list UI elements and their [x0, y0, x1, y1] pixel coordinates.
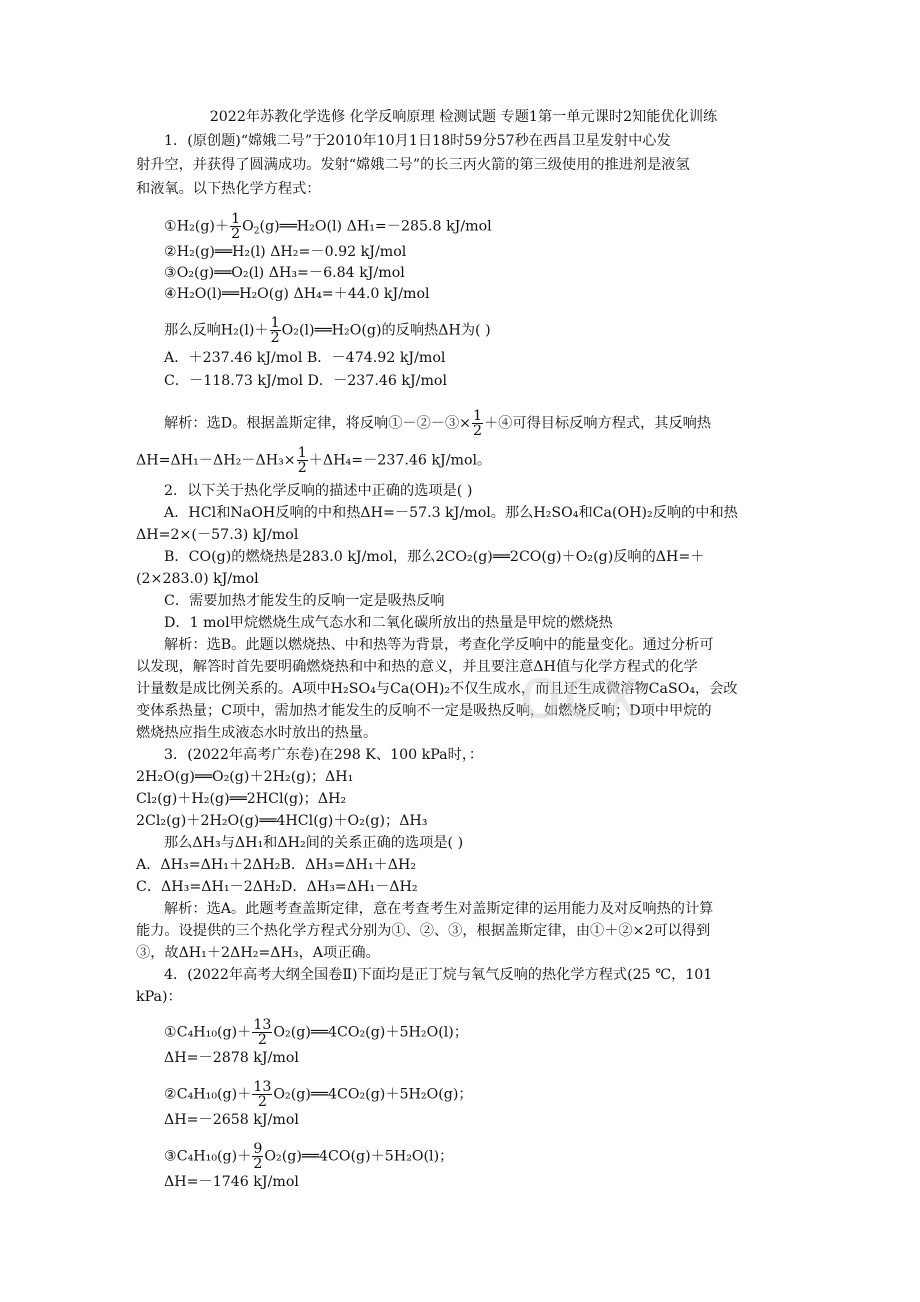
q2-line: ΔH=2×(－57.3) kJ/mol: [136, 527, 299, 543]
q3-line: 2H₂O(g)══O₂(g)＋2H₂(g)；ΔH₁: [136, 769, 354, 785]
q4-equation-3: ③C₄H₁₀(g)＋ $\frac{9}{2}$ O₂(g)══4CO(g)＋5H₂O(l)；: [164, 1141, 454, 1172]
doc-title: 2022年苏教化学选修 化学反响原理 检测试题 专题1第一单元课时2知能优化训练: [209, 109, 718, 125]
q1-line1: 1．(原创题)“嫦娥二号”于2010年10月1日18时59分57秒在西昌卫星发射中心发: [164, 133, 671, 149]
fraction-9-over-2: $\frac{9}{2}$: [253, 1141, 263, 1172]
fraction-half: $\frac{1}{2}$: [231, 211, 241, 242]
fraction-13-over-2: $\frac{13}{2}$: [253, 1017, 272, 1048]
q4-equation-1: ①C₄H₁₀(g)＋ $\frac{13}{2}$ O₂(g)══4CO₂(g)＋5H₂O(l)；: [164, 1017, 469, 1048]
q1-equation-2: ②H₂(g)══H₂(l) ΔH₂=－0.92 kJ/mol: [164, 244, 407, 260]
q2-line: (2×283.0) kJ/mol: [136, 571, 259, 587]
q1-solution-1: 解析：选D。根据盖斯定律，将反响①－②－③× $\frac{1}{2}$ ＋④可得目标反响方程式，其反响热: [164, 408, 712, 439]
q4-dh-1: ΔH=－2878 kJ/mol: [164, 1050, 299, 1066]
q3-line: 解析：选A。此题考查盖斯定律，意在考查考生对盖斯定律的运用能力及对反响热的计算: [164, 901, 714, 917]
q1-line2: 射升空，并获得了圆满成功。发射“嫦娥二号”的长三丙火箭的第三级使用的推进剂是液氢: [136, 157, 690, 173]
q1-equation-3: ③O₂(g)══O₂(l) ΔH₃=－6.84 kJ/mol: [164, 265, 405, 281]
q2-line: D．1 mol甲烷燃烧生成气态水和二氧化碳所放出的热量是甲烷的燃烧热: [164, 615, 613, 631]
q3-line: A．ΔH₃=ΔH₁＋2ΔH₂B．ΔH₃=ΔH₁＋ΔH₂: [136, 857, 417, 873]
q2-line: B．CO(g)的燃烧热是283.0 kJ/mol，那么2CO₂(g)══2CO(g)＋O₂(g)反响的ΔH=＋: [164, 549, 705, 565]
q3-line: 能力。设提供的三个热化学方程式分别为①、②、③，根据盖斯定律，由①＋②×2可以得到: [136, 923, 711, 939]
eq1-lead: ①H₂(g)＋: [164, 218, 230, 235]
q1-solution-2: ΔH=ΔH₁－ΔH₂－ΔH₃× $\frac{1}{2}$ ＋ΔH₄=－237.46 kJ/mol。: [136, 445, 492, 476]
eq1-rest: (g)══H₂O(l) ΔH₁=－285.8 kJ/mol: [259, 218, 492, 235]
q2-line: 燃烧热应指生成液态水时放出的热量。: [136, 725, 378, 741]
q3-line: 3．(2022年高考广东卷)在298 K、100 kPa时，：: [164, 747, 484, 763]
q4-equation-2: ②C₄H₁₀(g)＋ $\frac{13}{2}$ O₂(g)══4CO₂(g)＋5H₂O(g)；: [164, 1079, 473, 1110]
q3-line: C．ΔH₃=ΔH₁－2ΔH₂D．ΔH₃=ΔH₁－ΔH₂: [136, 879, 418, 895]
q4-dh-3: ΔH=－1746 kJ/mol: [164, 1174, 299, 1190]
q2-line: 解析：选B。此题以燃烧热、中和热等为背景，考查化学反响中的能量变化。通过分析可: [164, 637, 714, 653]
fraction-13-over-2: $\frac{13}{2}$: [253, 1079, 272, 1110]
fraction-half: $\frac{1}{2}$: [297, 445, 307, 476]
q2-line: 变体系热量；C项中，需加热才能发生的反响不一定是吸热反响，如燃烧反响；D项中甲烷的: [136, 703, 712, 719]
fraction-half: $\frac{1}{2}$: [270, 315, 280, 346]
q2-line: C．需要加热才能发生的反响一定是吸热反响: [164, 593, 445, 609]
q1-options-cd: C．－118.73 kJ/mol D．－237.46 kJ/mol: [164, 373, 447, 389]
q4-line2: kPa)：: [136, 989, 182, 1005]
q1-question: 那么反响H₂(l)＋ $\frac{1}{2}$ O₂(l)══H₂O(g)的反响热ΔH为( ): [164, 315, 491, 346]
q1-equation-1: ①H₂(g)＋ $\frac{1}{2}$ $O_2(g)══H_2O(l)$ ΔH₁=－285.8 kJ/mol: [164, 211, 492, 242]
watermark: ocx: [520, 651, 642, 734]
q2-line: 以发现，解答时首先要明确燃烧热和中和热的意义，并且要注意ΔH值与化学方程式的化学: [136, 659, 698, 675]
q2-line: A．HCl和NaOH反响的中和热ΔH=－57.3 kJ/mol。那么H₂SO₄和Ca(OH)₂反响的中和热: [164, 505, 738, 521]
fraction-half: $\frac{1}{2}$: [473, 408, 483, 439]
q3-line: Cl₂(g)＋H₂(g)══2HCl(g)；ΔH₂: [136, 791, 347, 807]
q2-line: 2．以下关于热化学反响的描述中正确的选项是( ): [164, 483, 473, 499]
q4-dh-2: ΔH=－2658 kJ/mol: [164, 1112, 299, 1128]
q3-line: ③，故ΔH₁＋2ΔH₂=ΔH₃，A项正确。: [136, 945, 380, 961]
q3-line: 那么ΔH₃与ΔH₁和ΔH₂间的关系正确的选项是( ): [164, 835, 464, 851]
q1-options-ab: A．＋237.46 kJ/mol B．－474.92 kJ/mol: [164, 350, 446, 366]
q1-equation-4: ④H₂O(l)══H₂O(g) ΔH₄=＋44.0 kJ/mol: [164, 286, 430, 302]
q3-line: 2Cl₂(g)＋2H₂O(g)══4HCl(g)＋O₂(g)；ΔH₃: [136, 813, 428, 829]
q4-line1: 4．(2022年高考大纲全国卷Ⅱ)下面均是正丁烷与氧气反响的热化学方程式(25 ℃，101: [164, 967, 713, 983]
q1-line3: 和液氧。以下热化学方程式：: [136, 181, 321, 197]
q2-line: 计量数是成比例关系的。A项中H₂SO₄与Ca(OH)₂不仅生成水，而且还生成微溶物CaSO₄，会改: [136, 681, 738, 697]
